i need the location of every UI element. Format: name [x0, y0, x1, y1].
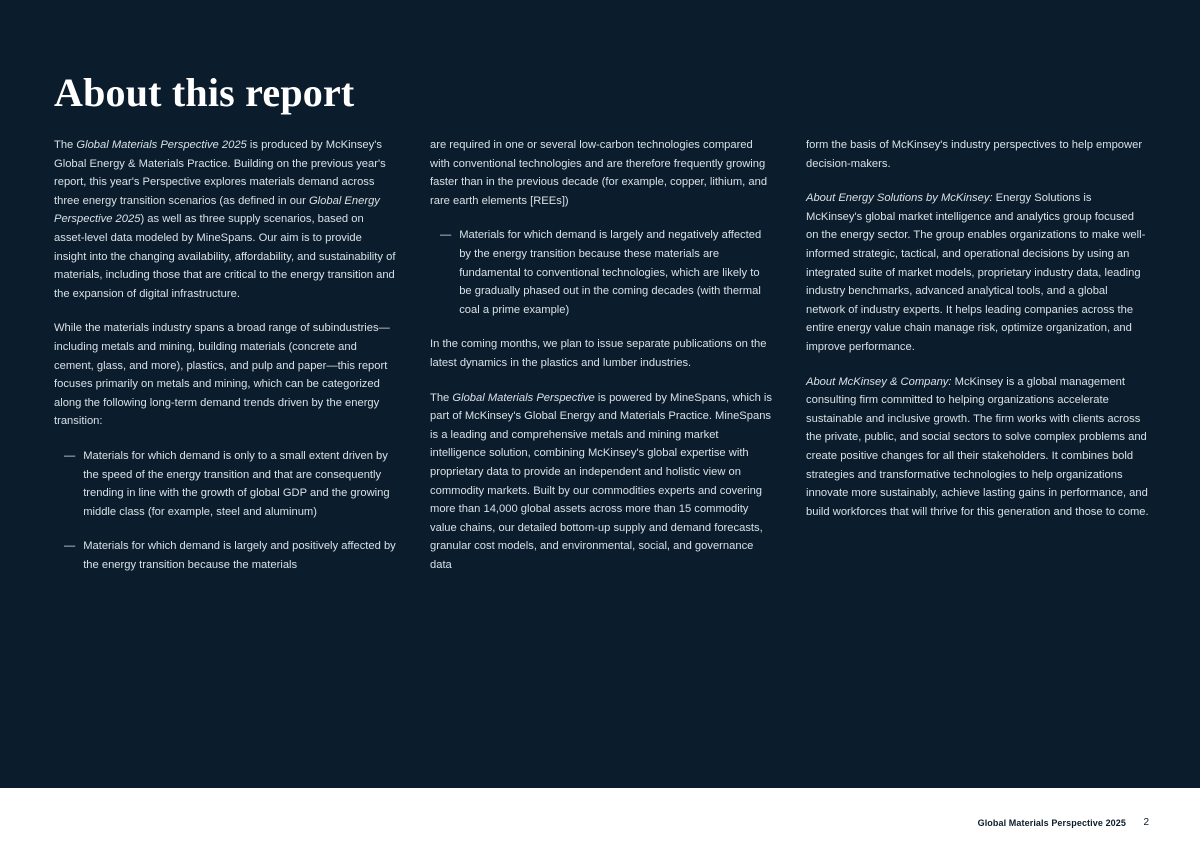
paragraph: [806, 373, 1149, 522]
body-text: form the basis of McKinsey's industry perspectives to help empower decision-makers.: [806, 139, 1143, 170]
paragraph: [430, 389, 773, 575]
emphasised-text: Global Materials Perspective 2025: [76, 139, 247, 151]
body-text: Materials for which demand is largely and positively affected by the energy transition because the materials: [83, 540, 396, 571]
body-text: McKinsey is a global management consulting firm committed to helping organizations accelerate sustainable and inclusive growth. The firm works with clients across the private, public, and social sectors to solve complex problems and create positive changes for all their stakeholders. It combines bold strategies and transformative technologies to help organizations innovate more sustainably, achieve lasting gains in performance, and build workforces that will thrive for this generation and those to come.: [806, 375, 1149, 518]
bullet-marker: —: [440, 229, 452, 242]
paragraph: [806, 189, 1149, 356]
footer-report-name: Global Materials Perspective 2025: [977, 818, 1126, 828]
column-1: [54, 136, 397, 590]
emphasised-text: Global Materials Perspective: [452, 391, 595, 404]
body-text: While the materials industry spans a broad range of subindustries—including metals and mining, building materials (concrete and cement, glass, and more), plastics, and pulp and paper—this report focuses primarily on metals and mining, which can be categorized along the following long-term demand trends driven by the energy transition:: [54, 322, 390, 428]
body-text: Materials for which demand is only to a small extent driven by the speed of the energy transition and that are consequently trending in line with the growth of global GDP and the growing middle class (for example, steel and aluminum): [83, 449, 390, 518]
bullet-marker: —: [64, 540, 76, 553]
paragraph: [430, 335, 773, 372]
paragraph: [430, 136, 773, 210]
paragraph: [54, 319, 397, 431]
body-text: Energy Solutions is McKinsey's global market intelligence and analytics group focused on the energy sector. The group enables organizations to make well-informed strategic, tactical, and operational decisions by using an integrated suite of market models, proprietary industry data, leading industry benchmarks, advanced analytical tools, and a global network of industry experts. It helps leading companies across the entire energy value chain manage risk, optimize organization, and improve performance.: [806, 192, 1146, 353]
body-text: The: [54, 139, 77, 151]
footer-page-number: 2: [1143, 817, 1149, 828]
body-text: In the coming months, we plan to issue separate publications on the latest dynamics in the plastics and lumber industries.: [430, 338, 767, 369]
emphasised-text: About Energy Solutions by McKinsey:: [806, 192, 993, 205]
bullet-text: [83, 447, 397, 521]
page-title: About this report: [54, 69, 355, 115]
page-footer: [0, 788, 1200, 849]
body-text: The: [430, 391, 453, 404]
bullet-text: [83, 537, 397, 574]
text-columns: [54, 136, 1150, 590]
column-3: [806, 136, 1149, 590]
emphasised-text: Global Energy Perspective 2025: [54, 194, 380, 226]
bullet-item: [54, 447, 397, 521]
column-2: [430, 136, 773, 590]
body-text: is powered by MineSpans, which is part of McKinsey's Global Energy and Materials Practice. MineSpans is a leading and comprehensive metals and mining market intelligence solution, combining McKinsey's global expertise with proprietary data to provide an independent and holistic view on commodity markets. Built by our commodities experts and covering more than 14,000 global assets across more than 15 commodity value chains, our detailed bottom-up supply and demand forecasts, granular cost models, and environmental, social, and governance data: [430, 391, 773, 571]
body-text: are required in one or several low-carbon technologies compared with conventional technologies and are therefore frequently growing faster than in the previous decade (for example, copper, lithium, and rare earth elements [REEs]): [430, 139, 768, 207]
body-text: ) as well as three supply scenarios, based on asset-level data modeled by MineSpans. Our aim is to provide insight into the changing availability, affordability, and sustainability of materials, including those that are critical to the energy transition and the expansion of digital infrastructure.: [54, 213, 396, 300]
bullet-item: [430, 226, 773, 319]
bullet-marker: —: [64, 449, 76, 462]
bullet-text: [459, 226, 773, 319]
paragraph: [806, 136, 1149, 173]
body-text: Materials for which demand is largely and negatively affected by the energy transition because these materials are fundamental to conventional technologies, which are likely to be gradually phased out in the coming decades (with thermal coal a prime example): [459, 229, 762, 316]
body-text: is produced by McKinsey's Global Energy & Materials Practice. Building on the previous year's report, this year's Perspective explores materials demand across three energy transition scenarios (as defined in our: [54, 139, 386, 207]
emphasised-text: About McKinsey & Company:: [806, 375, 952, 388]
paragraph: [54, 136, 397, 303]
bullet-item: [54, 537, 397, 574]
